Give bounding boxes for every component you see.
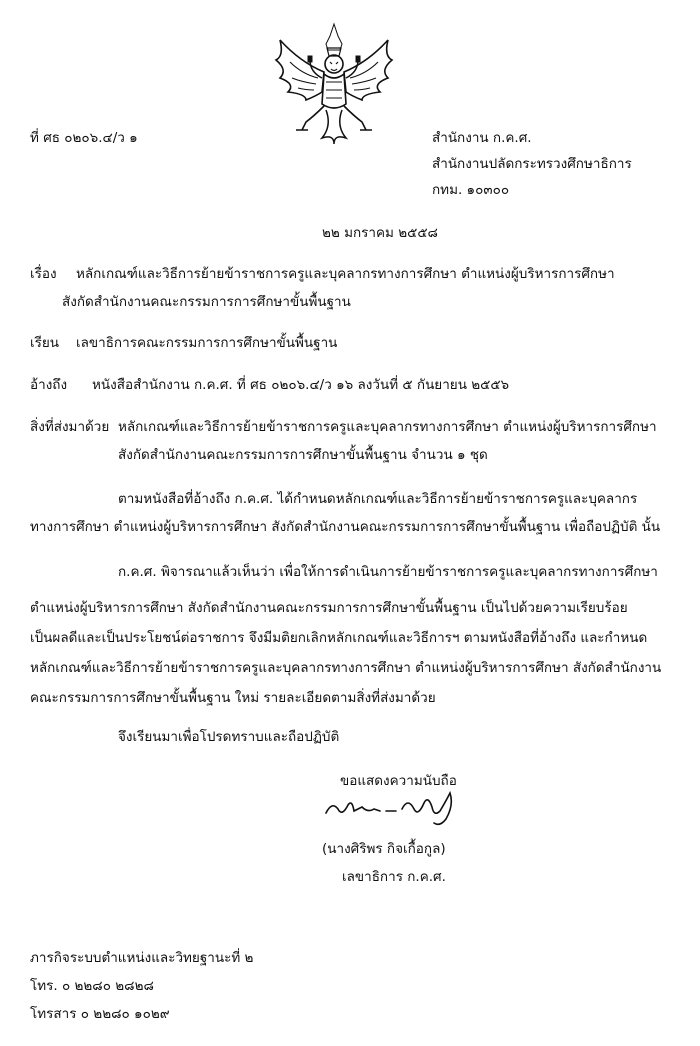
footer-unit: ภารกิจระบบตำแหน่งและวิทยฐานะที่ ๒ [30, 950, 254, 966]
letter-date: ๒๒ มกราคม ๒๕๕๘ [322, 225, 438, 241]
closing-salutation: ขอแสดงความนับถือ [340, 773, 457, 789]
garuda-emblem-icon [266, 22, 402, 146]
footer-fax: โทรสาร ๐ ๒๒๘๐ ๑๐๒๙ [30, 1006, 170, 1022]
enclosure-label: สิ่งที่ส่งมาด้วย [30, 419, 110, 435]
subject-line-2: สังกัดสำนักงานคณะกรรมการการศึกษาขั้นพื้นฐาน [62, 294, 351, 310]
signatory-name: (นางศิริพร กิจเกื้อกูล) [322, 841, 446, 857]
recipient-text: เลขาธิการคณะกรรมการการศึกษาขั้นพื้นฐาน [76, 335, 338, 351]
office-name: สำนักงาน ก.ค.ศ. [432, 130, 532, 146]
paragraph-2-line-3: เป็นผลดีและเป็นประโยชน์ต่อราชการ จึงมีมติยกเลิกหลักเกณฑ์และวิธีการฯ ตามหนังสือที่อ้างถึง และกำหนด [30, 630, 648, 646]
recipient-label: เรียน [30, 335, 60, 351]
paragraph-2-line-4: หลักเกณฑ์และวิธีการย้ายข้าราชการครูและบุคลากรทางการศึกษา ตำแหน่งผู้บริหารการศึกษา สังกัดสำนักงาน [30, 660, 662, 676]
reference-number: ที่ ศธ ๐๒๐๖.๔/ว ๑ [30, 130, 138, 146]
paragraph-1-line-2: ทางการศึกษา ตำแหน่งผู้บริหารการศึกษา สังกัดสำนักงานคณะกรรมการการศึกษาขั้นพื้นฐาน เพื่อถือปฏิบัติ นั้น [30, 519, 661, 535]
footer-phone: โทร. ๐ ๒๒๘๐ ๒๘๒๘ [30, 978, 154, 994]
enclosure-line-1: หลักเกณฑ์และวิธีการย้ายข้าราชการครูและบุคลากรทางการศึกษา ตำแหน่งผู้บริหารการศึกษา [118, 419, 657, 435]
enclosure-line-2: สังกัดสำนักงานคณะกรรมการการศึกษาขั้นพื้นฐาน จำนวน ๑ ชุด [118, 447, 488, 463]
paragraph-2-line-1: ก.ค.ศ. พิจารณาแล้วเห็นว่า เพื่อให้การดำเนินการย้ายข้าราชการครูและบุคลากรทางการศึกษา [118, 564, 658, 580]
office-ministry: สำนักงานปลัดกระทรวงศึกษาธิการ [432, 156, 632, 172]
office-postcode: กทม. ๑๐๓๐๐ [432, 182, 510, 198]
subject-label: เรื่อง [30, 266, 57, 282]
paragraph-1-line-1: ตามหนังสือที่อ้างถึง ก.ค.ศ. ได้กำหนดหลักเกณฑ์และวิธีการย้ายข้าราชการครูและบุคลากร [118, 491, 638, 507]
signatory-position: เลขาธิการ ก.ค.ศ. [342, 869, 446, 885]
reference-text: หนังสือสำนักงาน ก.ค.ศ. ที่ ศธ ๐๒๐๖.๔/ว ๑๖ ลงวันที่ ๕ กันยายน ๒๕๕๖ [92, 377, 510, 393]
subject-line-1: หลักเกณฑ์และวิธีการย้ายข้าราชการครูและบุคลากรทางการศึกษา ตำแหน่งผู้บริหารการศึกษา [76, 266, 615, 282]
handwritten-signature [322, 787, 462, 829]
reference-label: อ้างถึง [30, 377, 68, 393]
paragraph-2-line-2: ตำแหน่งผู้บริหารการศึกษา สังกัดสำนักงานคณะกรรมการการศึกษาขั้นพื้นฐาน เป็นไปด้วยความเรียบร้อย [30, 600, 628, 616]
paragraph-2-line-5: คณะกรรมการการศึกษาขั้นพื้นฐาน ใหม่ รายละเอียดตามสิ่งที่ส่งมาด้วย [30, 690, 436, 706]
paragraph-3: จึงเรียนมาเพื่อโปรดทราบและถือปฏิบัติ [118, 729, 340, 745]
